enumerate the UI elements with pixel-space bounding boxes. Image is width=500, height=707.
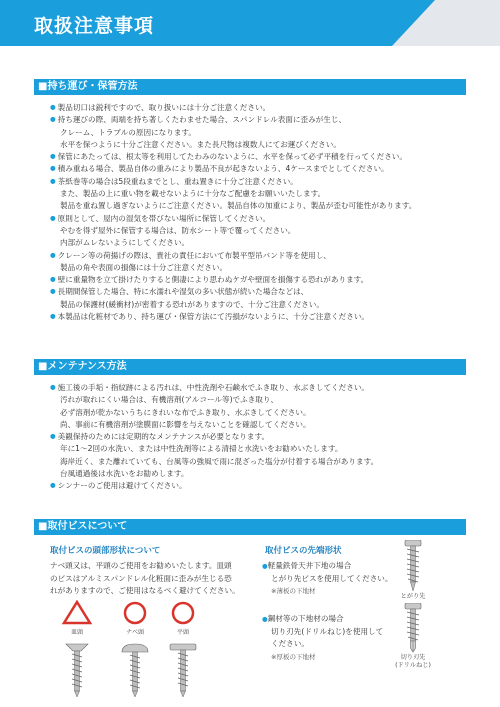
drill-tip-caption-line: 切り刃先 [400,654,426,661]
bullet-item: ● 保管にあたっては、根太等を利用してたわみのないように、水平を保って必ず平積を行ってください。 [50,151,470,163]
head-shape-line: れがありますので、ご使用はなるべく避けてください。 [50,586,240,595]
continuation-line: また、製品の上に重い物を載せないように十分なご配慮をお願いいたします。 [60,189,326,199]
continuation-line: 海岸近く、また離れていても、台風等の強風で雨に混ざった塩分が付着する場合があります。 [60,456,379,466]
drill-tip-screw-icon [402,603,424,653]
bullet-item: ● 積み重ねる場合、製品自体の重みにより製品不良が起きないよう、4ケースまでとしてください。 [50,163,470,175]
bullet-item: ● 長期間保管した場合、特に水濡れや湿気の多い状態が続いた場合などは、 [50,286,470,298]
tip-item-line: 軽量鉄骨天井下地の場合 [267,561,352,570]
continuation-line: 水平を保つように十分ご注意ください。また長尺物は複数人にてお運びください。 [60,139,341,149]
continuation-line: 製品の保護材(緩衝材)が密着する恐れがありますので、十分ご注意ください。 [60,299,324,309]
flat-head-screw-icon [170,644,196,697]
continuation-line: 内部がムレないようにしてください。 [60,238,190,248]
continuation-line: 尚、事前に有機溶剤が塗膜面に影響を与えないことを確認してください。 [60,419,311,429]
maintenance-list [50,382,470,493]
head-shape-illustration [60,600,230,700]
section-heading-screws [34,519,466,535]
continuation-line: やむを得ず屋外に保管する場合は、防水シート等で覆ってください。 [60,225,296,235]
continuation-line: 汚れが取れにくい場合は、有機溶剤(アルコール等)でふき取り、 [60,395,279,405]
tip-item-line: 鋼材等の下地材の場合 [267,614,344,623]
bullet-item: ● クレーン等の荷揚げの際は、貴社の責任において布製平型吊バンド等を使用し、 [50,250,470,262]
continuation-line: 製品を重ね置し過ぎないようにご注意ください。製品自体の加重により、製品が歪む可能性があります。 [60,201,417,211]
section-heading-text: ■取付ビスについて [38,521,128,532]
shape-label-pan: ナベ頭 [125,629,144,636]
continuation-line: 製品の角や表面の損傷には十分ご注意ください。 [60,262,228,272]
head-shape-title: 取付ビスの頭部形状について [50,546,161,556]
handling-list [50,102,470,323]
tip-item-pointed [262,560,393,598]
bullet-item: ● 製品切口は鋭利ですので、取り扱いには十分ご注意ください。 [50,102,470,114]
pan-head-screw-icon [122,644,148,697]
tip-item-line: とがり先ビスを使用してください。 [271,573,393,583]
head-shape-line: ナベ頭又は、平頭のご使用をお勧めいたします。皿頭 [50,561,232,570]
bullet-item: ● 原則として、屋内の湿気を帯びない場所に保管してください。 [50,213,470,225]
section-heading-handling [34,79,466,95]
continuation-line: 年に1～2回の水洗い、または中性洗剤等による清掃と水洗いをお勧めいたします。 [60,444,343,454]
page-title: 取扱注意事項 [34,15,155,37]
bullet-item: ● 本製品は化粧材であり、持ち運び・保管方法にて汚損がないように、十分ご注意ください。 [50,311,470,323]
tip-item-drill [262,613,383,663]
continuation-line: 必ず溶剤が乾かないうちにきれいな布でふき取り、水ぶきしてください。 [60,407,311,417]
bullet-item: ● 施工後の手垢・指紋跡による汚れは、中性洗剤や石鹸水でふき取り、水ぶきしてください。 [50,382,470,394]
drill-tip-caption-line: (ドリルねじ) [395,662,431,669]
triangle-mark [64,602,90,623]
drill-tip-caption [383,654,443,670]
continuation-line: 台風通過後は水洗いをお勧めします。 [60,469,189,479]
section-heading-text: ■メンテナンス方法 [38,361,127,372]
pointed-tip-screw-icon [402,540,424,592]
section-heading-maintenance [34,359,466,375]
tip-item-line: ください。 [271,639,309,648]
bullet-icon: ● [262,615,268,623]
circle-mark [125,603,145,623]
shape-label-flat: 平頭 [176,629,189,636]
pointed-tip-caption: とがり先 [400,593,426,600]
tip-item-note: ※薄板の下地材 [271,587,316,595]
countersunk-screw-icon [66,644,88,697]
circle-mark [173,603,193,623]
tip-shape-title: 取付ビスの先端形状 [265,546,342,556]
tip-item-note: ※厚板の下地材 [271,652,316,661]
bullet-item: ● 美観保持のためには定期的なメンテナンスが必要となります。 [50,431,470,443]
head-shape-text [50,560,240,598]
shape-label-countersunk: 皿頭 [70,629,83,636]
bullet-item: ● 茶紙巻等の場合は5段重ねまでとし、重ね置きに十分ご注意ください。 [50,176,470,188]
continuation-line: クレーム、トラブルの原因になります。 [60,127,197,137]
page-header [0,0,500,46]
tip-item-line: 切り刃先(ドリルねじ)を使用して [271,626,384,636]
head-shape-line: のビスはアルミスパンドレル化粧面に歪みが生じる恐 [50,573,232,583]
bullet-item: ● 持ち運びの際、両端を持ち著しくたわませた場合、スパンドレル表面に歪みが生じ、 [50,114,470,126]
bullet-item: ● シンナーのご使用は避けてください。 [50,480,470,492]
section-heading-text: ■持ち運び・保管方法 [38,81,138,92]
bullet-icon: ● [262,562,268,570]
bullet-item: ● 壁に重量物を立て掛けたりすると側凄により思わぬケガや壁面を損傷する恐れがあります。 [50,274,470,286]
